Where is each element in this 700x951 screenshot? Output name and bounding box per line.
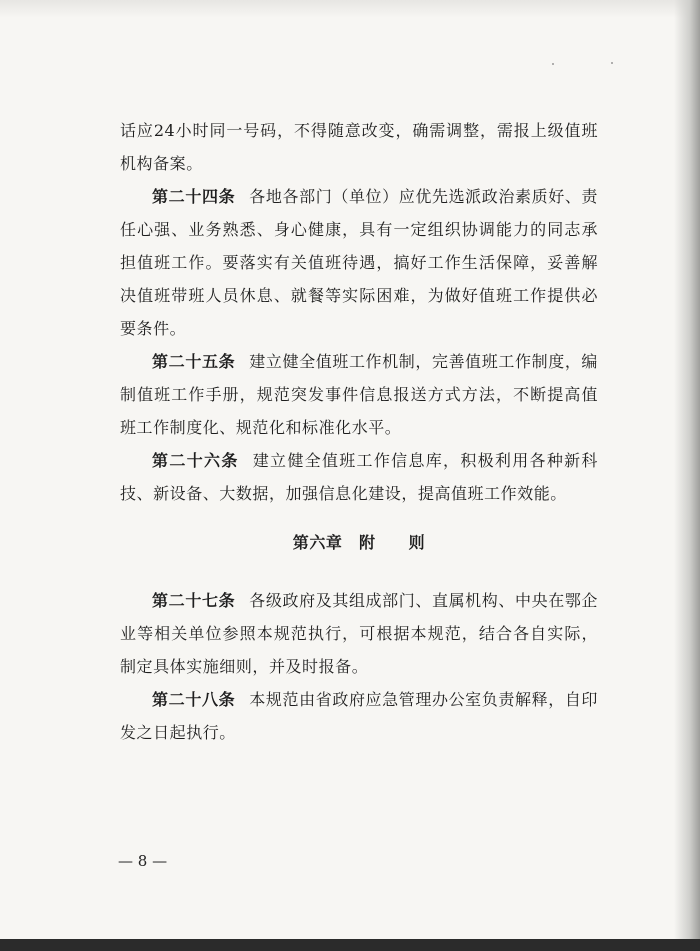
- chapter-heading: 第六章 附 则: [292, 533, 426, 552]
- article-number: 第二十七条: [152, 591, 236, 610]
- article-number: 第二十八条: [152, 690, 236, 709]
- article-number: 第二十四条: [152, 187, 236, 206]
- scan-speck: [611, 62, 613, 64]
- article-text: 本规范由省政府应急管理办公室负责解释，自印发之日起执行。: [120, 690, 598, 742]
- document-body: [120, 114, 598, 749]
- scan-shadow-top: [0, 0, 700, 18]
- paragraph-text: 话应24小时同一号码，不得随意改变，确需调整，需报上级值班机构备案。: [120, 121, 598, 173]
- article-text: 各地各部门（单位）应优先选派政治素质好、责任心强、业务熟悉、身心健康，具有一定组织协调能力的同志承担值班工作。要落实有关值班待遇，搞好工作生活保障，妥善解决值班带班人员休息、就餐等实际困难，为做好值班工作提供必要条件。: [120, 187, 598, 338]
- article-26: [120, 444, 598, 510]
- scan-speck: [552, 63, 554, 65]
- scan-shadow-right: [674, 0, 700, 951]
- article-text: 建立健全值班工作信息库，积极利用各种新科技、新设备、大数据，加强信息化建设，提高值班工作效能。: [120, 451, 598, 503]
- article-number: 第二十五条: [152, 352, 236, 371]
- scan-edge-bottom: [0, 939, 700, 951]
- article-text: 各级政府及其组成部门、直属机构、中央在鄂企业等相关单位参照本规范执行，可根据本规范，结合各自实际，制定具体实施细则，并及时报备。: [120, 591, 598, 676]
- article-28: [120, 683, 598, 749]
- article-number: 第二十六条: [152, 451, 239, 470]
- article-24: [120, 180, 598, 345]
- article-text: 建立健全值班工作机制，完善值班工作制度，编制值班工作手册，规范突发事件信息报送方式方法，不断提高值班工作制度化、规范化和标准化水平。: [120, 352, 598, 437]
- paragraph-continued: [120, 114, 598, 180]
- article-25: [120, 345, 598, 444]
- article-27: [120, 584, 598, 683]
- page-number: — 8 —: [118, 852, 168, 870]
